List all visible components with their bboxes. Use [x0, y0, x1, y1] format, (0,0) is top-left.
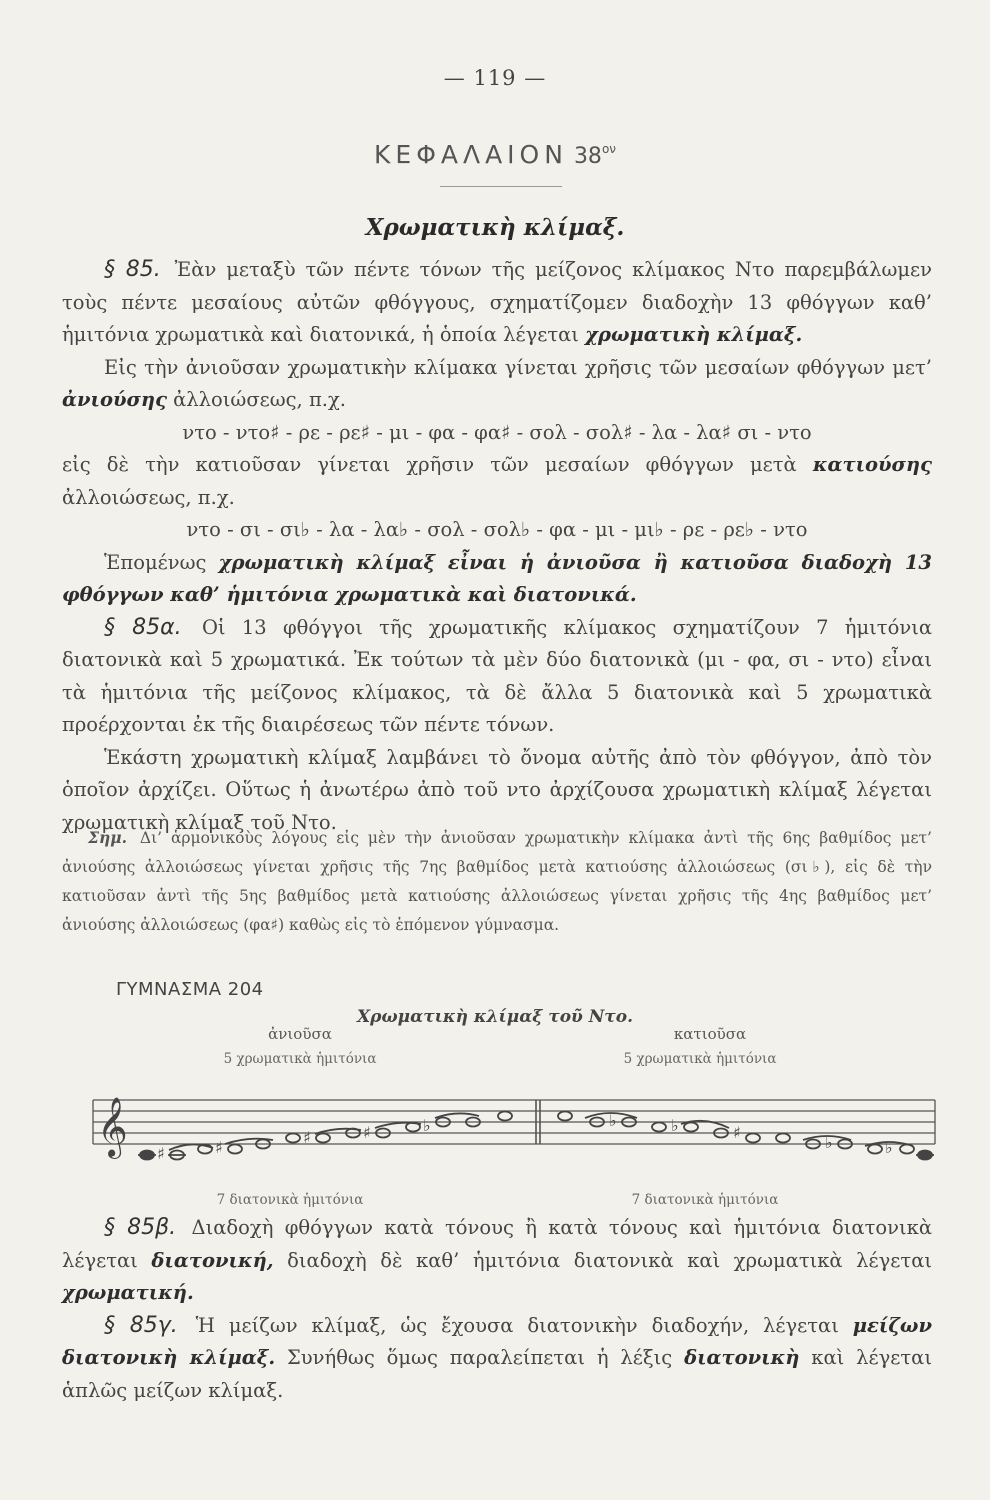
s85-text-5: ἀλλοιώσεως, π.χ.	[62, 485, 235, 509]
s85-text-6: Ἑπομένως	[104, 550, 207, 574]
svg-text:♭: ♭	[825, 1133, 833, 1152]
s85-text-1: Ἐὰν μεταξὺ τῶν πέντε τόνων τῆς μείζονος κλίμακος Ντο παρεμβάλωμεν τοὺς πέντε μεσαίους αὐτῶν φθόγγους, σχηματίζομεν διαδοχὴν 13 φθόγγων καθ’ ἡμιτόνια χρωματικὰ καὶ διατονικά, ἡ ὁποία λέγεται	[62, 258, 933, 346]
exercise-label: ΓΥΜΝΑΣΜΑ 204	[116, 979, 264, 1000]
s85b-text-2: διαδοχὴ δὲ καθ’ ἡμιτόνια διατονικὰ καὶ χρωματικὰ λέγεται	[287, 1248, 933, 1272]
svg-text:♭: ♭	[885, 1138, 893, 1157]
chapter-heading	[0, 140, 990, 169]
s85-para-4	[62, 547, 932, 612]
chapter-suffix: ον	[601, 142, 616, 156]
descending-notes	[558, 1111, 934, 1160]
sections-85b-85c	[62, 1212, 932, 1407]
s85c-text-2: Συνήθως ὅμως παραλείπεται ἡ λέξις	[287, 1346, 673, 1369]
s85c-text-3: καὶ λέγεται ἁπλῶς μείζων κλίμαξ.	[62, 1346, 932, 1402]
chapter-label: ΚΕΦΑΛΑΙΟΝ	[374, 140, 568, 169]
s85a-para-2: Ἑκάστη χρωματικὴ κλίμαξ λαμβάνει τὸ ὄνομα αὐτῆς ἀπὸ τὸν φθόγγον, ἀπὸ τὸν ὁποῖον ἀρχίζει. Οὕτως ἡ ἀνωτέρω ἀπὸ τοῦ ντο ἀρχίζουσα χρωματικὴ κλίμαξ λέγεται χρωματικὴ κλίμαξ τοῦ Ντο.	[62, 745, 932, 834]
chapter-number: 38	[573, 144, 602, 169]
svg-text:♯: ♯	[215, 1138, 223, 1157]
s85c-para	[62, 1310, 932, 1408]
s85c-bold-2: διατονικὴ	[684, 1346, 800, 1369]
s85c-label: § 85γ.	[104, 1312, 178, 1338]
s85b-text-1: Διαδοχὴ φθόγγων κατὰ τόνους ἢ κατὰ τόνους καὶ ἡμιτόνια διατονικὰ λέγεται	[62, 1216, 932, 1272]
heading-rule	[440, 186, 562, 187]
figure-title: Χρωματικὴ κλίμαξ τοῦ Ντο.	[356, 1007, 634, 1027]
s85-label: § 85.	[104, 257, 161, 282]
svg-text:♭: ♭	[609, 1111, 617, 1130]
svg-text:♭: ♭	[671, 1116, 679, 1135]
s85-para-3	[62, 449, 932, 514]
ascending-notes	[138, 1112, 512, 1164]
descending-solfa: ντο - σι - σι♭ - λα - λα♭ - σολ - σολ♭ - φα - μι - μι♭ - ρε - ρε♭ - ντο	[186, 518, 808, 541]
s85-text-2: Εἰς τὴν ἀνιοῦσαν χρωματικὴν κλίμακα γίνεται χρῆσις τῶν μεσαίων φθόγγων μετ’	[104, 355, 932, 379]
page-number: — 119 —	[443, 66, 547, 90]
s85-bold-2: ἀνιούσης	[62, 388, 167, 411]
chromatic-asc-label: 5 χρωματικὰ ἡμιτόνια	[223, 1051, 377, 1067]
s85-bold-1: χρωματικὴ κλίμαξ.	[585, 323, 803, 346]
note-label: Σημ.	[88, 828, 127, 847]
svg-text:♯: ♯	[303, 1128, 311, 1147]
section-85	[62, 254, 932, 839]
s85-text-4: εἰς δὲ τὴν κατιοῦσαν γίνεται χρῆσιν τῶν μεσαίων φθόγγων μετὰ	[62, 453, 797, 476]
s85b-bold-1: διατονική,	[151, 1248, 274, 1272]
s85b-para	[62, 1212, 932, 1310]
svg-text:♭: ♭	[423, 1116, 431, 1135]
svg-text:♯: ♯	[157, 1144, 165, 1163]
s85-bold-4: χρωματικὴ κλίμαξ εἶναι ἡ ἀνιοῦσα ἢ κατιοῦσα διαδοχὴ 13 φθόγγων καθ’ ἡμιτόνια χρωματικὰ καὶ διατονικά.	[62, 550, 932, 606]
svg-text:♯: ♯	[733, 1123, 741, 1142]
s85-para-2	[62, 352, 932, 417]
section-title: Χρωματικὴ κλίμαξ.	[365, 214, 625, 241]
music-staff	[85, 1078, 945, 1198]
s85c-bold-1: μείζων διατονικὴ κλίμαξ.	[62, 1313, 932, 1369]
s85-bold-3: κατιούσης	[812, 453, 932, 476]
s85-para-1	[62, 254, 932, 352]
treble-clef-icon: 𝄞	[97, 1097, 128, 1157]
note	[62, 823, 932, 940]
descending-label: κατιοῦσα	[673, 1025, 747, 1043]
diatonic-asc-label: 7 διατονικὰ ἡμιτόνια	[216, 1192, 364, 1208]
diatonic-desc-label: 7 διατονικὰ ἡμιτόνια	[631, 1192, 779, 1208]
s85a-text-1: Οἱ 13 φθόγγοι τῆς χρωματικῆς κλίμακος σχηματίζουν 7 ἡμιτόνια διατονικὰ καὶ 5 χρωματικά. Ἐκ τούτων τὰ μὲν δύο διατονικὰ (μι - φα, σι - ντο) εἶναι τὰ ἡμιτόνια τῆς μείζονος κλίμακος, τὰ δὲ ἄλλα 5 διατονικὰ καὶ 5 χρωματικὰ προέρχονται ἐκ τῆς διαιρέσεως τῶν πέντε τόνων.	[62, 615, 933, 736]
ascending-label: ἀνιοῦσα	[268, 1025, 332, 1043]
s85b-bold-2: χρωματική.	[62, 1281, 194, 1304]
chromatic-desc-label: 5 χρωματικὰ ἡμιτόνια	[623, 1051, 777, 1067]
svg-text:♯: ♯	[363, 1123, 371, 1142]
s85a-para-1	[62, 612, 932, 742]
s85c-text-1: Ἡ μείζων κλίμαξ, ὡς ἔχουσα διατονικὴν διαδοχήν, λέγεται	[195, 1313, 839, 1337]
s85-text-3: ἀλλοιώσεως, π.χ.	[173, 388, 346, 411]
s85b-label: § 85β.	[104, 1215, 177, 1240]
s85a-label: § 85α.	[104, 614, 182, 640]
ascending-solfa: ντο - ντο♯ - ρε - ρε♯ - μι - φα - φα♯ - σολ - σολ♯ - λα - λα♯ σι - ντο	[182, 420, 812, 444]
note-text: Δι’ ἁρμονικοὺς λόγους εἰς μὲν τὴν ἀνιοῦσαν χρωματικὴν κλίμακα ἀντὶ τῆς 6ης βαθμίδος μετ’ ἀνιούσης ἀλλοιώσεως γίνεται χρῆσις τῆς 7ης βαθμίδος μετὰ κατιούσης ἀλλοιώσεως (σι♭), εἰς δὲ τὴν κατιοῦσαν ἀντὶ τῆς 5ης βαθμίδος μετὰ κατιούσης ἀλλοιώσεως γίνεται χρῆσις τῆς 4ης βαθμίδος μετ’ ἀνιούσης ἀλλοιώσεως (φα♯) καθὼς εἰς τὸ ἑπόμενον γύμνασμα.	[62, 829, 932, 934]
